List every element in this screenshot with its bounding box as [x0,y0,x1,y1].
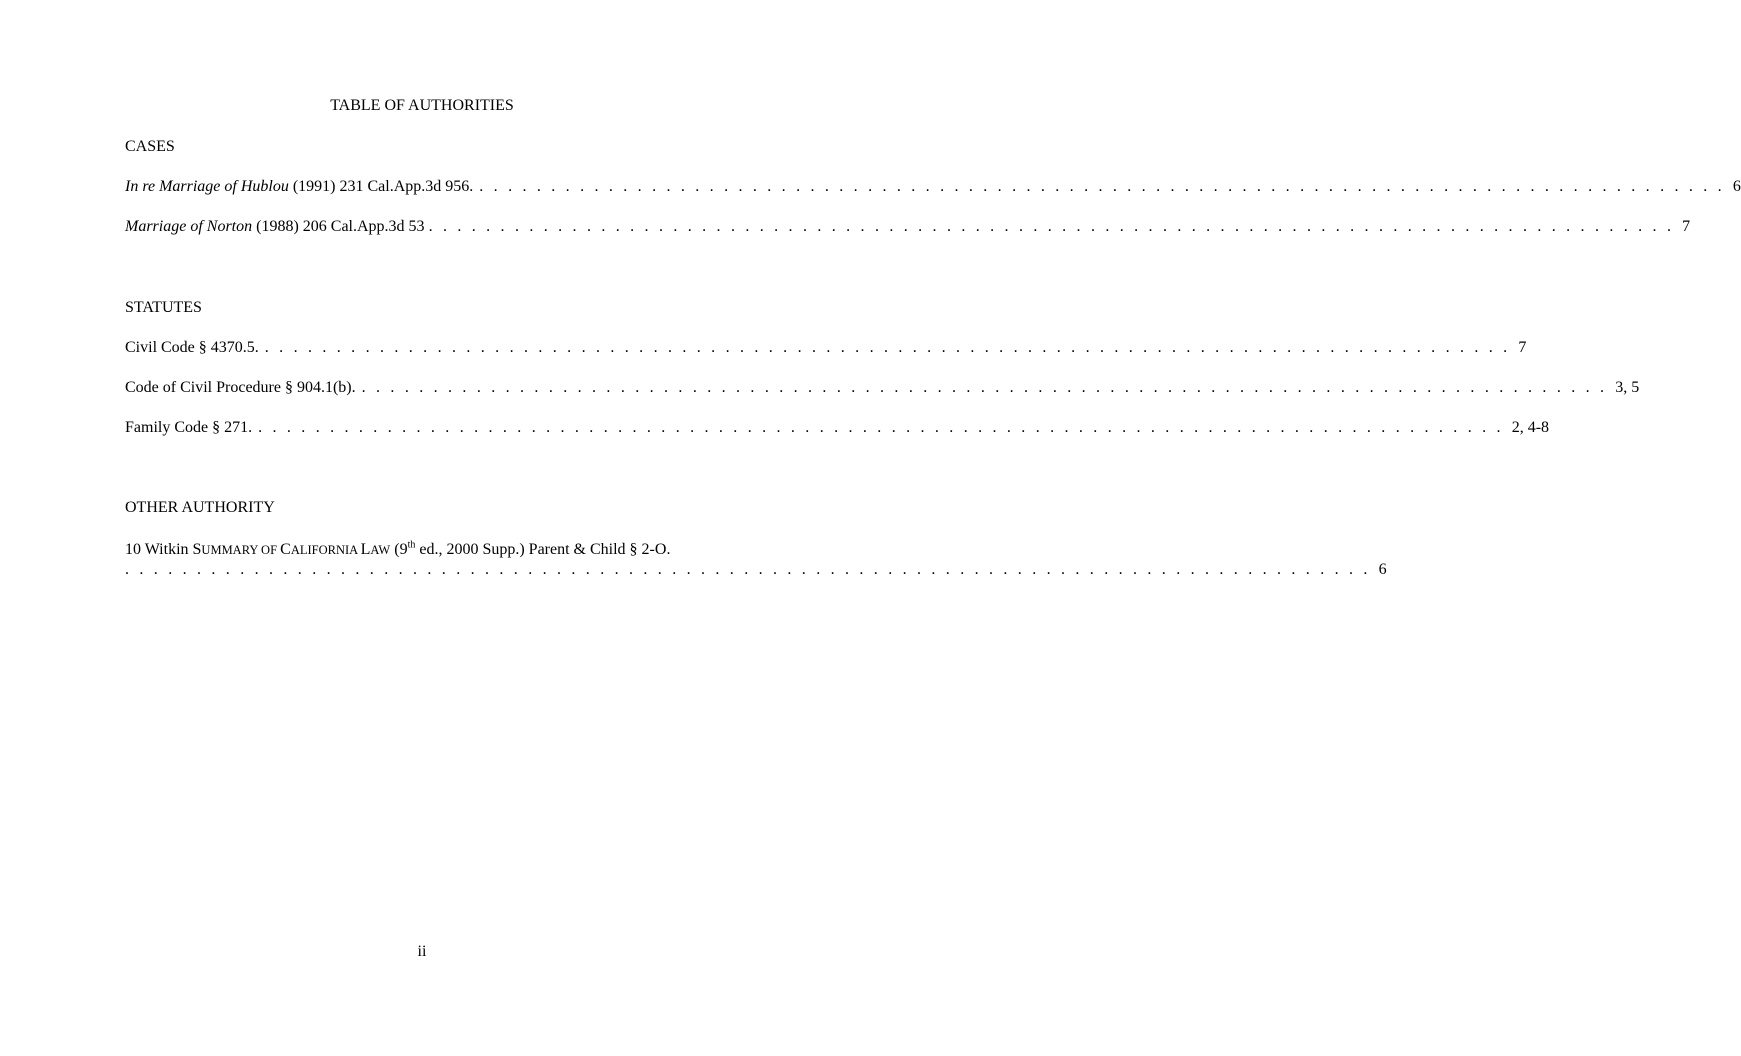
page-reference: 7 [1518,339,1527,356]
case-entry-norton [125,217,1691,237]
case-citation [125,177,473,197]
statutes-heading: STATUTES [125,299,202,316]
small-caps-initial: C [280,541,291,558]
dot-leader: . . . . . . . . . . . . . . . . . . . . . . . . . . . . . . . . . . . . . . . . . . . . . . . . . . . . . . . . . . . . . . . . . . . . . . . . . . . . . . . . . . . . . . . [125,561,1371,578]
statute-citation: Family Code § 271. [125,419,253,436]
statute-citation: Civil Code § 4370.5. [125,339,259,356]
dot-leader: . . . . . . . . . . . . . . . . . . . . . . . . . . . . . . . . . . . . . . . . . . . . . . . . . . . . . . . . . . . . . . . . . . . . . . . . . . . . . . . . . . . . . . . [361,379,1608,396]
case-citation [125,217,425,237]
edition-superscript: th [407,539,416,551]
case-name: In re Marriage of Hublou [125,178,289,195]
page-reference: 6 [1732,178,1741,195]
statute-citation: Code of Civil Procedure § 904.1(b). [125,379,356,396]
dot-leader: . . . . . . . . . . . . . . . . . . . . . . . . . . . . . . . . . . . . . . . . . . . . . . . . . . . . . . . . . . . . . . . . . . . . . . . . . . . . . . . . . . . . . . . [258,419,1504,436]
other-authority-leader-line [125,560,1387,580]
small-caps-initial: S [192,541,202,558]
cases-heading: CASES [125,138,175,155]
citation-prefix: 10 Witkin [125,541,193,558]
case-name: Marriage of Norton [125,218,253,235]
statute-entry-civil-code [125,338,1527,358]
other-authority-citation [125,540,721,560]
small-caps-text: ALIFORNIA [290,543,361,557]
dot-leader: . . . . . . . . . . . . . . . . . . . . . . . . . . . . . . . . . . . . . . . . . . . . . . . . . . . . . . . . . . . . . . . . . . . . . . . . . . . . . . . . . . . . . . . [479,178,1725,195]
dot-leader: . . . . . . . . . . . . . . . . . . . . . . . . . . . . . . . . . . . . . . . . . . . . . . . . . . . . . . . . . . . . . . . . . . . . . . . . . . . . . . . . . . . . . . . [428,218,1675,235]
statute-entry-ccp [125,378,1640,398]
case-entry-hublou [125,177,1741,197]
statute-entry-family-code [125,418,1550,438]
citation-suffix: ed., 2000 Supp.) Parent & Child § 2-O. [415,541,671,558]
small-caps-text: AW [370,543,391,557]
small-caps-text: UMMARY OF [201,543,281,557]
case-reference: (1988) 206 Cal.App.3d 53 [252,218,425,235]
page-reference: 6 [1378,561,1387,578]
case-reference: (1991) 231 Cal.App.3d 956. [288,178,474,195]
page-reference: 2, 4-8 [1511,419,1550,436]
other-authority-heading: OTHER AUTHORITY [125,499,275,516]
page-number: ii [417,943,427,960]
page-title: TABLE OF AUTHORITIES [330,97,514,114]
page-reference: 7 [1682,218,1691,235]
page-reference: 3, 5 [1615,379,1640,396]
small-caps-initial: L [360,541,371,558]
edition-text: (9 [390,541,408,558]
dot-leader: . . . . . . . . . . . . . . . . . . . . . . . . . . . . . . . . . . . . . . . . . . . . . . . . . . . . . . . . . . . . . . . . . . . . . . . . . . . . . . . . . . . . . . . [264,339,1511,356]
